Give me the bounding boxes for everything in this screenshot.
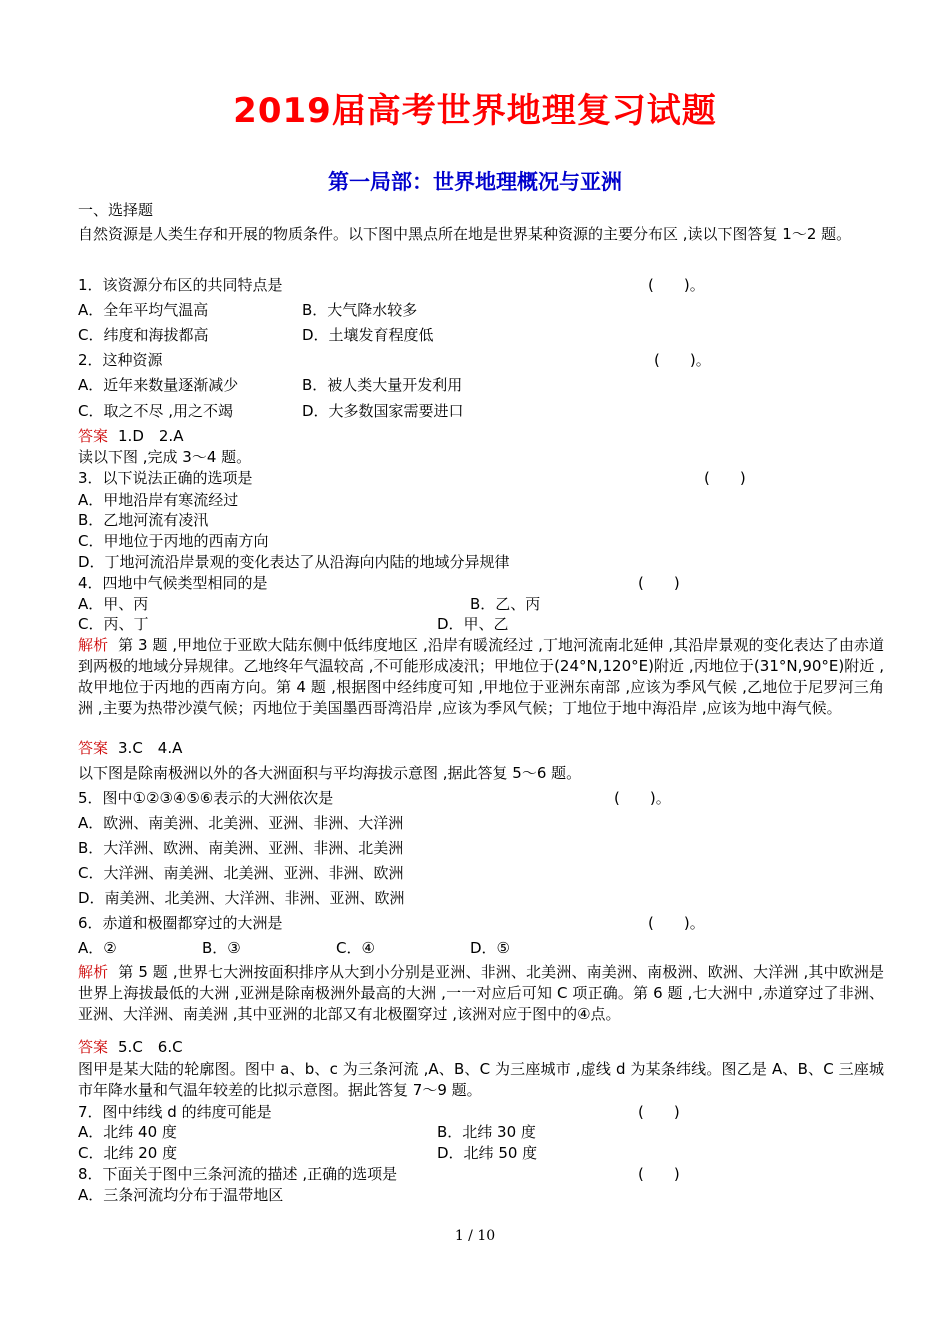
analysis-3-4 [78, 635, 884, 719]
question-4-option-a: A．甲、丙 [78, 595, 149, 613]
answer-label: 答案 [78, 427, 109, 445]
question-3-bracket: ( ) [704, 469, 746, 487]
intro-3-4: 读以下图 ,完成 3～4 题。 [78, 448, 252, 466]
question-8-bracket: ( ) [638, 1165, 680, 1183]
question-6-option-a: A．② [78, 939, 117, 957]
question-1-option-c: C．纬度和海拔都高 [78, 326, 209, 344]
question-1-option-b: B．大气降水较多 [302, 301, 418, 319]
question-6-option-b: B．③ [202, 939, 241, 957]
analysis-label: 解析 [78, 636, 109, 654]
analysis-5-6 [78, 962, 884, 1025]
question-5-option-d: D．南美洲、北美洲、大洋洲、非洲、亚洲、欧洲 [78, 889, 405, 907]
intro-7-9: 图甲是某大陆的轮廓图。图中 a、b、c 为三条河流 ,A、B、C 为三座城市 ,虚线 d 为某条纬线。图乙是 A、B、C 三座城市年降水量和气温年较差的比拟示意图。据此答复 7～9 题。 [78, 1060, 884, 1099]
answer-5-6 [78, 1037, 183, 1057]
document-title: 2019届高考世界地理复习试题 [233, 91, 717, 131]
question-4-option-d: D．甲、乙 [437, 615, 509, 633]
question-7-option-b: B．北纬 30 度 [437, 1123, 536, 1141]
intro-5-6: 以下图是除南极洲以外的各大洲面积与平均海拔示意图 ,据此答复 5～6 题。 [78, 764, 582, 782]
question-2-option-c: C．取之不尽 ,用之不竭 [78, 402, 234, 420]
question-8-option-a: A．三条河流均分布于温带地区 [78, 1186, 284, 1204]
answer-1-2 [78, 426, 183, 446]
question-7-stem: 7．图中纬线 d 的纬度可能是 [78, 1103, 272, 1121]
question-7-option-c: C．北纬 20 度 [78, 1144, 178, 1162]
page-number: 1 / 10 [454, 1228, 496, 1244]
section-subtitle: 第一局部：世界地理概况与亚洲 [328, 170, 622, 194]
question-4-bracket: ( ) [638, 574, 680, 592]
question-8-stem: 8．下面关于图中三条河流的描述 ,正确的选项是 [78, 1165, 398, 1183]
section-heading: 一、选择题 [78, 201, 154, 219]
answer-label: 答案 [78, 1038, 109, 1056]
question-5-stem: 5．图中①②③④⑤⑥表示的大洲依次是 [78, 789, 334, 807]
analysis-text: 第 5 题 ,世界七大洲按面积排序从大到小分别是亚洲、非洲、北美洲、南美洲、南极洲、欧洲、大洋洲 ,其中欧洲是世界上海拔最低的大洲 ,亚洲是除南极洲外最高的大洲 ,一一对应后可知 C 项正确。第 6 题 ,七大洲中 ,赤道穿过了非洲、亚洲、大洋洲、南美洲 ,其中亚洲的北部又有北极圈穿过 ,该洲对应于图中的④点。 [78, 963, 884, 1023]
answer-3-4 [78, 738, 182, 758]
question-6-option-d: D．⑤ [470, 939, 510, 957]
analysis-text: 第 3 题 ,甲地位于亚欧大陆东侧中低纬度地区 ,沿岸有暖流经过 ,丁地河流南北延伸 ,其沿岸景观的变化表达了由赤道到两极的地域分异规律。乙地终年气温较高 ,不可能形成凌汛；甲地位于(24°N,120°E)附近 ,丙地位于(31°N,90°E)附近 ,故甲地位于丙地的西南方向。第 4 题 ,根据图中经纬度可知 ,甲地位于亚洲东南部 ,应该为季风气候 ,乙地位于尼罗河三角洲 ,主要为热带沙漠气候；丙地位于美国墨西哥湾沿岸 ,应该为季风气候；丁地位于地中海沿岸 ,应该为地中海气候。 [78, 636, 884, 717]
question-6-bracket: ( )。 [648, 914, 705, 932]
intro-1-2: 自然资源是人类生存和开展的物质条件。以下图中黑点所在地是世界某种资源的主要分布区 ,读以下图答复 1～2 题。 [78, 225, 852, 243]
question-1-bracket: ( )。 [648, 276, 705, 294]
question-5-option-a: A．欧洲、南美洲、北美洲、亚洲、非洲、大洋洲 [78, 814, 404, 832]
answer-value: 3.C 4.A [118, 739, 183, 757]
question-3-option-d: D．丁地河流沿岸景观的变化表达了从沿海向内陆的地域分异规律 [78, 553, 510, 571]
question-6-option-c: C．④ [336, 939, 375, 957]
question-4-option-c: C．丙、丁 [78, 615, 149, 633]
question-2-bracket: ( )。 [654, 351, 711, 369]
question-3-option-c: C．甲地位于丙地的西南方向 [78, 532, 269, 550]
question-4-stem: 4．四地中气候类型相同的是 [78, 574, 268, 592]
question-3-stem: 3．以下说法正确的选项是 [78, 469, 253, 487]
question-2-option-b: B．被人类大量开发利用 [302, 376, 463, 394]
question-5-bracket: ( )。 [614, 789, 671, 807]
question-3-option-a: A．甲地沿岸有寒流经过 [78, 491, 239, 509]
question-6-stem: 6．赤道和极圈都穿过的大洲是 [78, 914, 283, 932]
question-1-option-d: D．土壤发育程度低 [302, 326, 434, 344]
question-7-option-a: A．北纬 40 度 [78, 1123, 177, 1141]
question-3-option-b: B．乙地河流有凌汛 [78, 511, 209, 529]
answer-label: 答案 [78, 739, 109, 757]
question-2-option-d: D．大多数国家需要进口 [302, 402, 464, 420]
analysis-label: 解析 [78, 963, 109, 981]
question-7-option-d: D．北纬 50 度 [437, 1144, 538, 1162]
question-1-option-a: A．全年平均气温高 [78, 301, 209, 319]
question-5-option-b: B．大洋洲、欧洲、南美洲、亚洲、非洲、北美洲 [78, 839, 404, 857]
question-2-stem: 2．这种资源 [78, 351, 163, 369]
question-5-option-c: C．大洋洲、南美洲、北美洲、亚洲、非洲、欧洲 [78, 864, 404, 882]
answer-value: 1.D 2.A [118, 427, 184, 445]
question-2-option-a: A．近年来数量逐渐减少 [78, 376, 239, 394]
question-1-stem: 1．该资源分布区的共同特点是 [78, 276, 283, 294]
answer-value: 5.C 6.C [118, 1038, 183, 1056]
question-7-bracket: ( ) [638, 1103, 680, 1121]
question-4-option-b: B．乙、丙 [470, 595, 541, 613]
